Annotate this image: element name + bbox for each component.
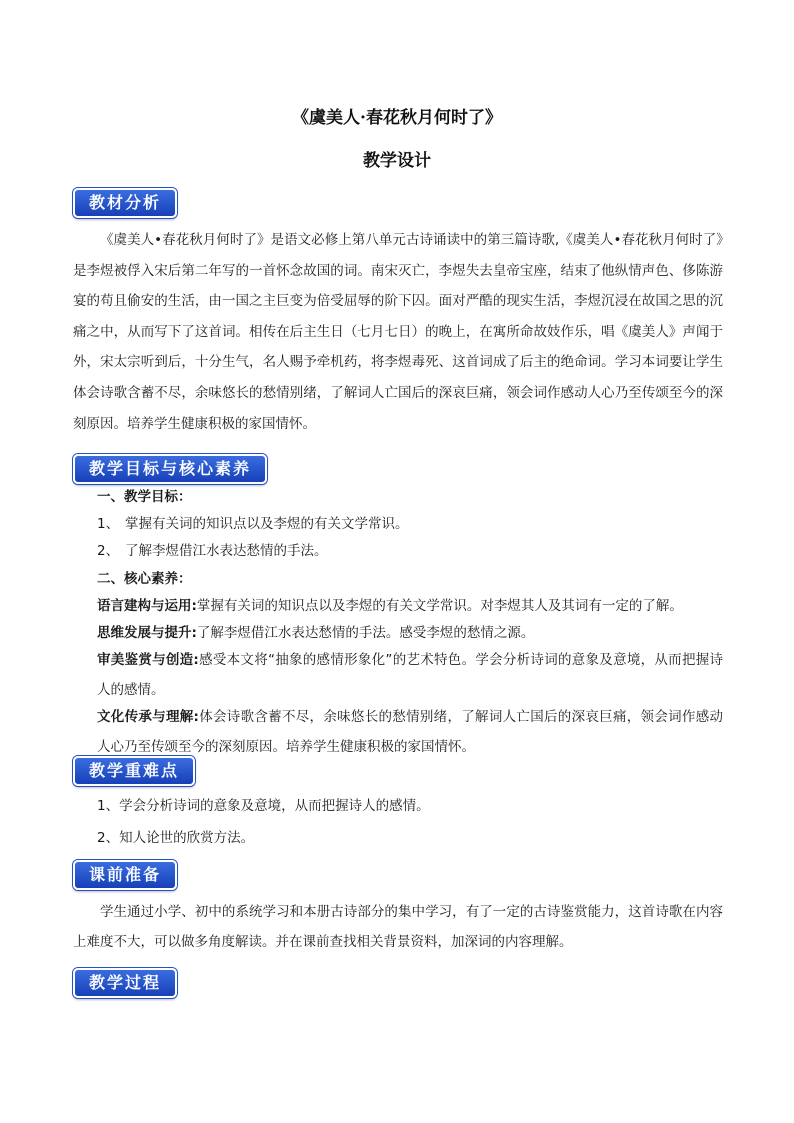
literacy-item — [97, 645, 723, 705]
literacy-label: 文化传承与理解: — [97, 709, 199, 725]
literacy-label: 思维发展与提升: — [97, 625, 197, 641]
prep-paragraph: 学生通过小学、初中的系统学习和本册古诗部分的集中学习，有了一定的古诗鉴赏能力，这首诗歌在内容上难度不大，可以做多角度解读。并在课前查找相关背景资料，加深词的内容理解。 — [73, 904, 723, 950]
goal-item — [97, 536, 723, 566]
literacy-item — [97, 618, 723, 648]
literacy-item — [97, 702, 723, 762]
document-title: 《虞美人·春花秋月何时了》 — [292, 108, 502, 128]
goals-heading: 一、教学目标： — [97, 489, 192, 505]
literacy-heading: 二、核心素养： — [97, 571, 192, 587]
literacy-text: 感受本文将“抽象的感情形象化”的艺术特色。学会分析诗词的意象及意境，从而把握诗人的感情。 — [97, 652, 723, 698]
literacy-item — [97, 591, 723, 621]
difficulty-item: 1、学会分析诗词的意象及意境，从而把握诗人的感情。 — [97, 798, 430, 814]
goal-item-number: 1、 — [97, 516, 120, 532]
section-badge-analysis: 教材分析 — [73, 188, 177, 218]
goal-item — [97, 509, 723, 539]
goal-item-text: 了解李煜借江水表达愁情的手法。 — [125, 543, 328, 559]
literacy-text: 了解李煜借江水表达愁情的手法。感受李煜的愁情之源。 — [196, 625, 535, 641]
literacy-label: 审美鉴赏与创造: — [97, 652, 199, 668]
section-badge-difficulty: 教学重难点 — [73, 756, 195, 786]
section-badge-goals: 教学目标与核心素养 — [73, 454, 267, 484]
goal-item-number: 2、 — [97, 543, 120, 559]
analysis-paragraph: 《虞美人•春花秋月何时了》是语文必修上第八单元古诗诵读中的第三篇诗歌,《虞美人•春花秋月何时了》是李煜被俘入宋后第二年写的一首怀念故国的词。南宋灭亡，李煜失去皇帝宝座，结束了他纵情声色、侈陈游宴的苟且偷安的生活，由一国之主巨变为倍受屈辱的阶下囚。面对严酷的现实生活，李煜沉浸在故国之思的沉痛之中，从而写下了这首词。相传在后主生日（七月七日）的晚上，在寓所命故妓作乐，唱《虞美人》声闻于外，宋太宗听到后，十分生气，名人赐予牵机药，将李煜毒死、这首词成了后主的绝命词。学习本词要让学生体会诗歌含蓄不尽，余味悠长的愁情别绪，了解词人亡国后的深哀巨痛，领会词作感动人心乃至传颂至今的深刻原因。培养学生健康积极的家国情怀。 — [73, 232, 723, 432]
difficulty-item: 2、知人论世的欣赏方法。 — [97, 830, 255, 846]
document-subtitle: 教学设计 — [363, 151, 431, 171]
section-badge-process: 教学过程 — [73, 968, 177, 998]
literacy-text: 掌握有关词的知识点以及李煜的有关文学常识。对李煜其人及其词有一定的了解。 — [196, 598, 683, 614]
literacy-label: 语言建构与运用: — [97, 598, 197, 614]
section-badge-prep: 课前准备 — [73, 860, 177, 890]
literacy-text: 体会诗歌含蓄不尽，余味悠长的愁情别绪，了解词人亡国后的深哀巨痛，领会词作感动人心乃至传颂至今的深刻原因。培养学生健康积极的家国情怀。 — [97, 709, 723, 755]
goal-item-text: 掌握有关词的知识点以及李煜的有关文学常识。 — [125, 516, 409, 532]
